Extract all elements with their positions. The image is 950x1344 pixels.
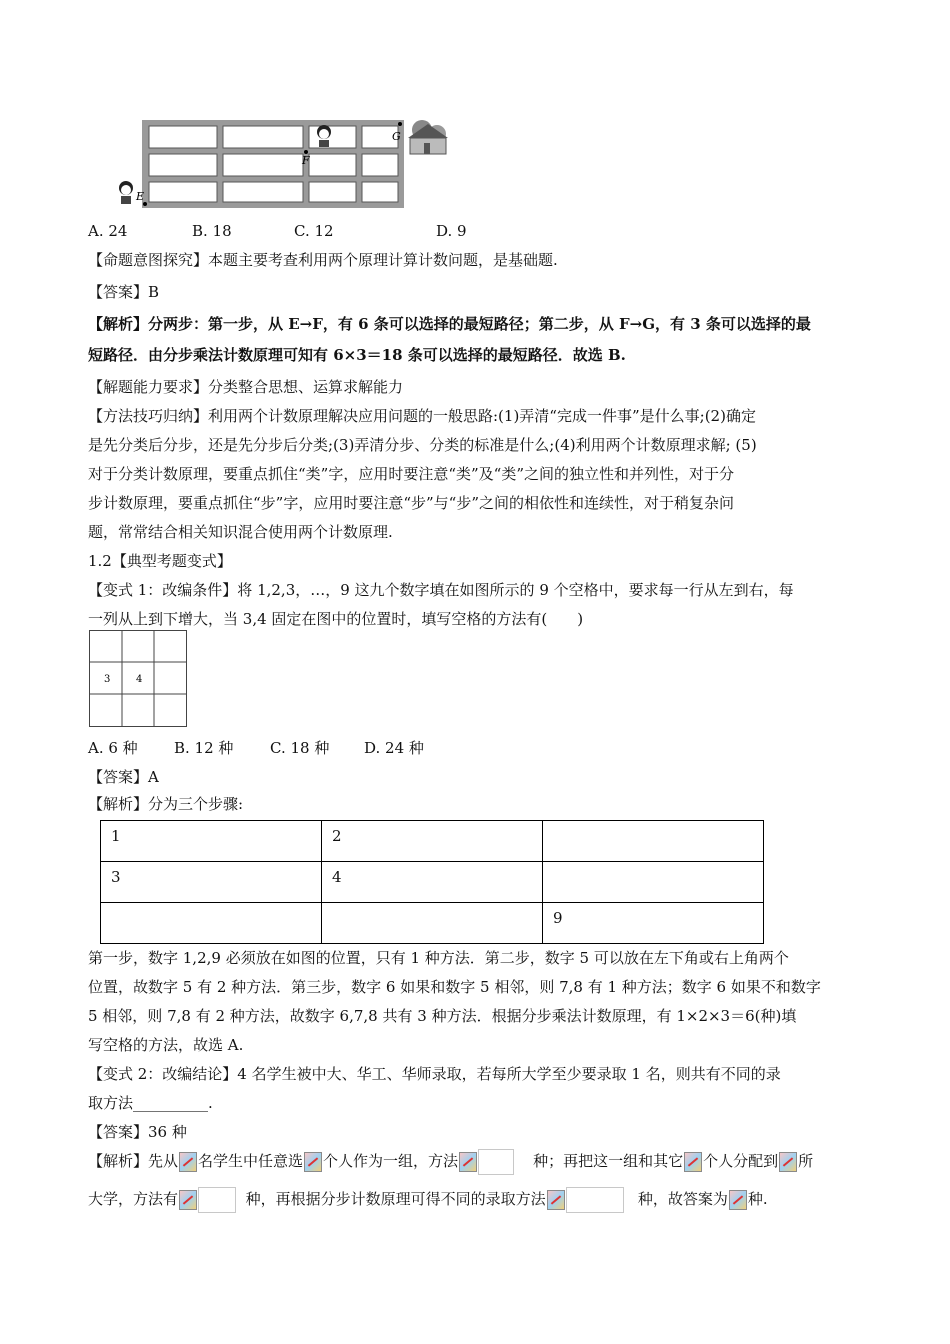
broken-image-icon	[729, 1190, 747, 1210]
variant-2-line-1: 【变式 2：改编结论】4 名学生被中大、华工、华师录取，若每所大学至少要录取 1 名，则共有不同的录	[88, 1065, 781, 1083]
table-row	[101, 821, 764, 862]
analysis-3-text: 个人作为一组，方法	[323, 1152, 459, 1170]
person-icon	[119, 181, 133, 204]
analysis-3-text: 【解析】先从	[88, 1152, 179, 1170]
step-line-1: 第一步，数字 1,2,9 必须放在如图的位置，只有 1 种方法．第二步，数字 5 可以放在左下角或右上角两个	[88, 949, 789, 967]
option-d: D. 24 种	[364, 739, 424, 757]
step-line-2: 位置，故数字 5 有 2 种方法．第三步，数字 6 如果和数字 5 相邻，则 7,8 有 1 种方法；数字 6 如果不和数字	[88, 978, 821, 996]
broken-image-icon	[684, 1152, 702, 1172]
table-cell: 3	[101, 862, 322, 903]
table-cell	[543, 862, 764, 903]
variant-1-line-1: 【变式 1：改编条件】将 1,2,3，…，9 这九个数字填在如图所示的 9 个空格中，要求每一行从左到右，每	[88, 581, 794, 599]
table-cell	[322, 903, 543, 944]
label-g: G	[392, 130, 401, 143]
grid-cell-4: 4	[136, 674, 143, 685]
variant-1-line-2: 一列从上到下增大，当 3,4 固定在图中的位置时，填写空格的方法有( )	[88, 610, 584, 628]
table-row	[101, 903, 764, 944]
formula-box	[478, 1149, 514, 1175]
broken-image-icon	[547, 1190, 565, 1210]
method-line-5: 题，常常结合相关知识混合使用两个计数原理.	[88, 523, 393, 541]
broken-image-icon	[459, 1152, 477, 1172]
table-cell	[101, 903, 322, 944]
option-c: C. 18 种	[270, 739, 330, 757]
table-cell: 1	[101, 821, 322, 862]
analysis-3-text: 种.	[747, 1190, 768, 1208]
maze-figure	[112, 112, 452, 212]
method-line-4: 步计数原理，要重点抓住“步”字，应用时要注意“步”与“步”之间的相依性和连续性，对于稍复杂问	[88, 494, 735, 512]
broken-image-icon	[179, 1152, 197, 1172]
analysis-3-text: 种，再根据分步计数原理可得不同的录取方法	[245, 1190, 546, 1208]
analysis-2: 【解析】分为三个步骤:	[88, 795, 244, 813]
analysis-3-text: 所	[798, 1152, 814, 1170]
analysis-1-line-2: 短路径．由分步乘法计数原理可知有 6×3＝18 条可以选择的最短路径．故选 B.	[88, 346, 626, 364]
option-b: B. 12 种	[174, 739, 234, 757]
method-line-1: 【方法技巧归纳】利用两个计数原理解决应用问题的一般思路:(1)弄清“完成一件事”是什么事;(2)确定	[88, 407, 756, 425]
formula-box	[566, 1187, 624, 1213]
analysis-1-line-1: 【解析】分两步：第一步，从 E→F，有 6 条可以选择的最短路径；第二步，从 F→G，有 3 条可以选择的最	[88, 315, 811, 333]
formula-box	[198, 1187, 236, 1213]
answer-3: 【答案】36 种	[88, 1123, 187, 1141]
option-d: D. 9	[436, 222, 467, 240]
broken-image-icon	[779, 1152, 797, 1172]
answer-2: 【答案】A	[88, 768, 159, 786]
table-cell: 4	[322, 862, 543, 903]
analysis-3-text: 大学，方法有	[88, 1190, 179, 1208]
label-e: E	[136, 190, 145, 203]
person-icon	[317, 125, 331, 147]
option-a: A. 24	[88, 222, 128, 240]
step-line-4: 写空格的方法，故选 A.	[88, 1036, 244, 1054]
analysis-3-line-1	[88, 1148, 813, 1175]
ability-text: 【解题能力要求】分类整合思想、运算求解能力	[88, 378, 404, 396]
grid-cell-3: 3	[104, 674, 111, 685]
variant-2-line-2: 取方法__________.	[88, 1094, 213, 1112]
house-icon	[408, 120, 448, 154]
table-row	[101, 862, 764, 903]
solution-table	[100, 820, 764, 944]
method-line-2: 是先分类后分步，还是先分步后分类;(3)弄清分步、分类的标准是什么;(4)利用两个计数原理求解; (5)	[88, 436, 757, 454]
analysis-3-text: 个人分配到	[703, 1152, 779, 1170]
analysis-3-line-2	[88, 1186, 768, 1213]
table-cell: 2	[322, 821, 543, 862]
maze-grid	[112, 112, 452, 212]
option-c: C. 12	[294, 222, 334, 240]
analysis-3-text: 种；再把这一组和其它	[533, 1152, 684, 1170]
broken-image-icon	[304, 1152, 322, 1172]
broken-image-icon	[179, 1190, 197, 1210]
method-line-3: 对于分类计数原理，要重点抓住“类”字，应用时要注意“类”及“类”之间的独立性和并列性，对于分	[88, 465, 735, 483]
step-line-3: 5 相邻，则 7,8 有 2 种方法，故数字 6,7,8 共有 3 种方法．根据分步乘法计数原理，有 1×2×3＝6(种)填	[88, 1007, 797, 1025]
intent-text: 【命题意图探究】本题主要考查利用两个原理计算计数问题，是基础题.	[88, 251, 558, 269]
analysis-3-text: 种，故答案为	[637, 1190, 728, 1208]
section-title: 1.2【典型考题变式】	[88, 552, 232, 570]
option-b: B. 18	[192, 222, 232, 240]
table-cell: 9	[543, 903, 764, 944]
option-a: A. 6 种	[88, 739, 138, 757]
analysis-3-text: 名学生中任意选	[198, 1152, 304, 1170]
label-f: F	[302, 154, 310, 167]
answer-1: 【答案】B	[88, 283, 160, 301]
number-grid	[89, 630, 189, 732]
table-cell	[543, 821, 764, 862]
